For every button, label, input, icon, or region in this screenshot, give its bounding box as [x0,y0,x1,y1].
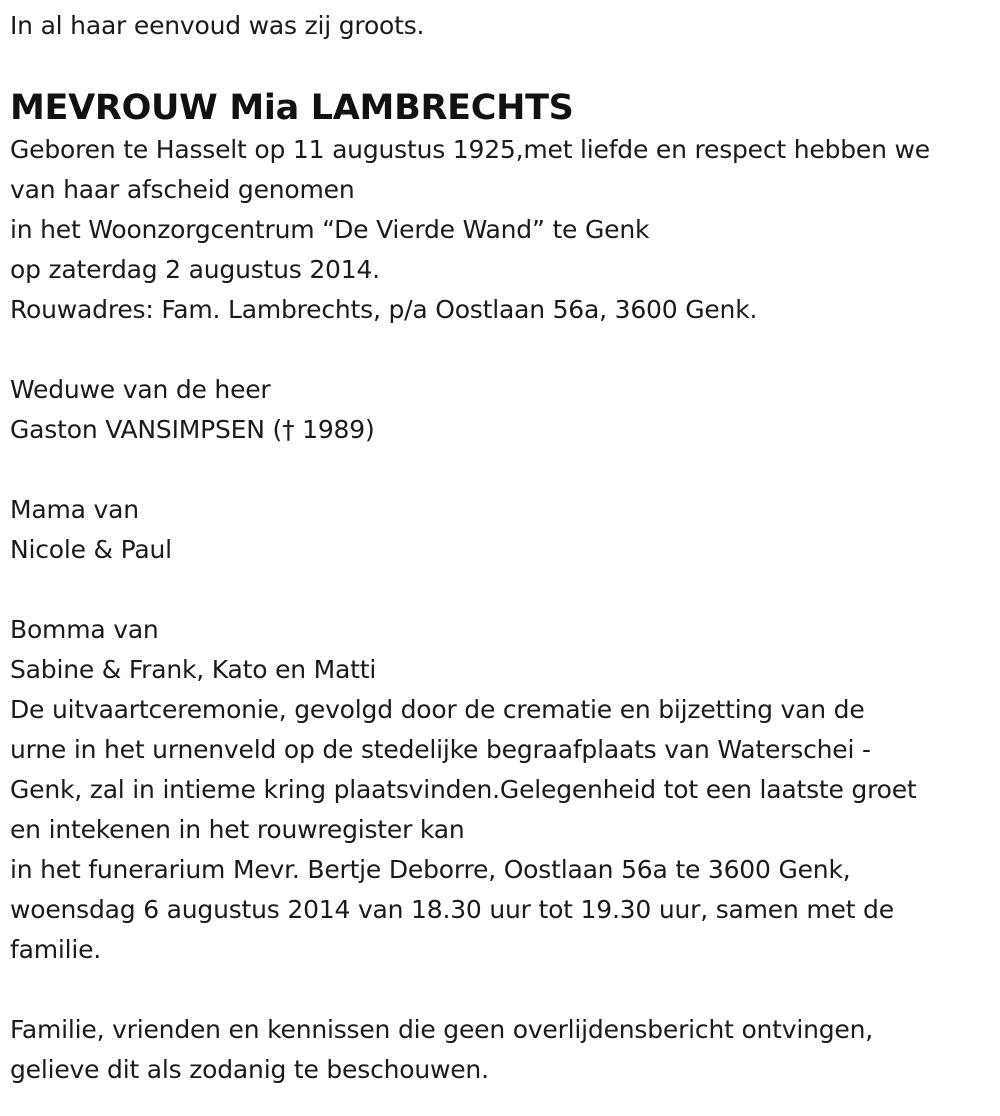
mourning-address: Rouwadres: Fam. Lambrechts, p/a Oostlaan 56a, 3600 Genk. [10,295,758,324]
husband-name: Gaston VANSIMPSEN ( [10,415,283,444]
intro-line: op zaterdag 2 augustus 2014. [10,255,380,284]
widow-label: Weduwe van de heer [10,375,271,404]
grandchildren-names: Sabine & Frank, Kato en Matti [10,655,377,684]
deceased-name-title: MEVROUW Mia LAMBRECHTS [10,88,574,128]
tagline: In al haar eenvoud was zij groots. [10,11,425,40]
ceremony-line: in het funerarium Mevr. Bertje Deborre, Oostlaan 56a te 3600 Genk, [10,855,851,884]
spacer [10,570,990,610]
ceremony-line: Genk, zal in intieme kring plaatsvinden.Gelegenheid tot een laatste groet [10,775,917,804]
closing-line: Familie, vrienden en kennissen die geen overlijdensbericht ontvingen, [10,1015,874,1044]
spacer [10,970,990,1010]
mother-label: Mama van [10,495,139,524]
intro-line: van haar afscheid genomen [10,175,355,204]
husband-line [10,410,990,450]
grandmother-label: Bomma van [10,615,159,644]
children-names: Nicole & Paul [10,535,172,564]
ceremony-line: familie. [10,935,102,964]
intro-paragraph [10,130,990,330]
cross-icon: † [282,415,295,444]
grandmother-section [10,610,990,690]
ceremony-line: urne in het urnenveld op de stedelijke begraafplaats van Waterschei - [10,735,871,764]
closing-paragraph [10,1010,990,1090]
spacer [10,330,990,370]
ceremony-line: en intekenen in het rouwregister kan [10,815,465,844]
spacer [10,450,990,490]
ceremony-paragraph [10,690,990,970]
obituary-page [0,6,1000,1116]
ceremony-line: woensdag 6 augustus 2014 van 18.30 uur tot 19.30 uur, samen met de [10,895,894,924]
intro-line: Geboren te Hasselt op 11 augustus 1925,met liefde en respect hebben we [10,135,930,164]
mother-section [10,490,990,570]
widow-section [10,370,990,450]
ceremony-line: De uitvaartceremonie, gevolgd door de crematie en bijzetting van de [10,695,865,724]
husband-death-year: 1989) [294,415,375,444]
intro-line: in het Woonzorgcentrum “De Vierde Wand” te Genk [10,215,650,244]
closing-line: gelieve dit als zodanig te beschouwen. [10,1055,489,1084]
